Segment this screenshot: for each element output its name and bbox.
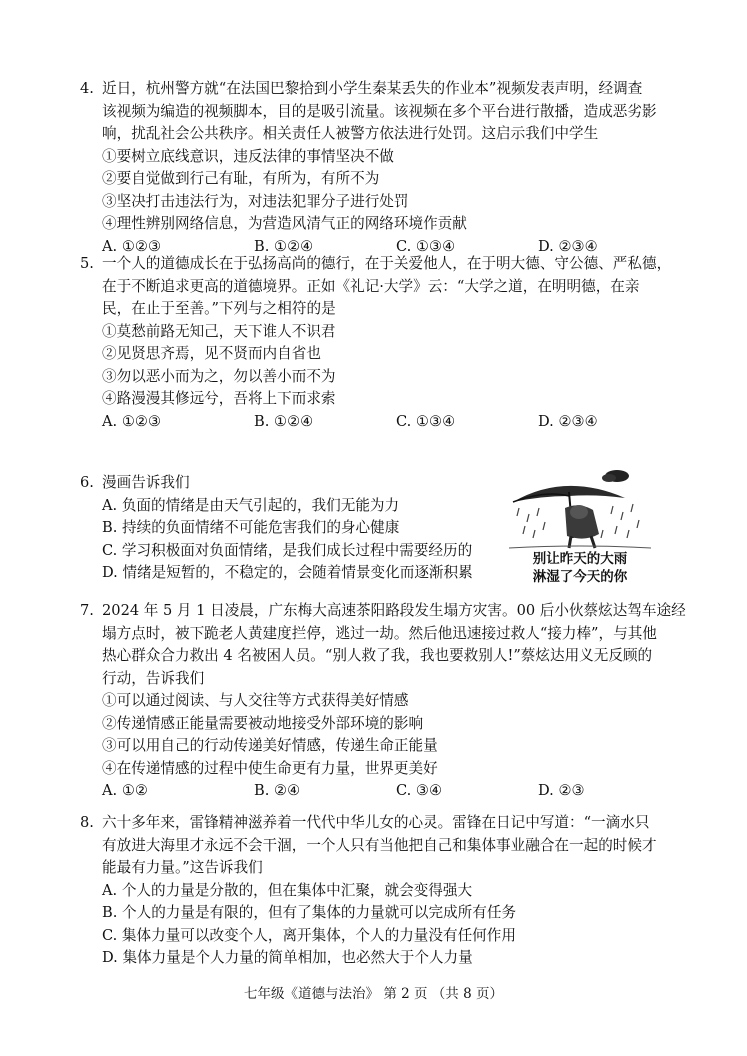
statement: ③坚决打击违法行为，对违法犯罪分子进行处罚	[102, 192, 409, 210]
question-number: 4.	[80, 80, 94, 97]
choice-a: A. ①②	[102, 782, 148, 799]
choice-c: C. ③④	[396, 782, 443, 799]
statement: ④路漫漫其修远兮，吾将上下而求索	[102, 390, 336, 407]
statement: ①要树立底线意识，违反法律的事情坚决不做	[102, 147, 394, 165]
choice-a: A. ①②③	[102, 237, 162, 255]
cartoon-caption-line-2: 淋湿了今天的你	[532, 569, 628, 585]
statement: ④在传递情感的过程中使生命更有力量，世界更美好	[102, 759, 438, 777]
page-footer: 七年级《道德与法治》 第 2 页 （共 8 页）	[244, 986, 503, 1002]
option: B. 持续的负面情绪不可能危害我们的身心健康	[102, 519, 400, 536]
question-4	[80, 78, 680, 258]
umbrella-rain-illustration	[505, 468, 655, 550]
option: D. 集体力量是个人力量的简单相加，也必然大于个人力量	[102, 949, 473, 966]
question-4-stem: 4. 近日，杭州警方就“在法国巴黎拾到小学生秦某丢失的作业本”视频发表声明，经调查 该视频为编造的视频脚本，目的是吸引流量。该视频在多个平台进行散播，造成恶劣影 响，扰乱社会公共秩序。相关责任人被警方依法进行处罚。这启示我们中学生	[80, 80, 657, 142]
statement: ③勿以恶小而为之，勿以善小而不为	[102, 367, 336, 385]
option: A. 负面的情绪是由天气引起的，我们无能为力	[102, 496, 400, 514]
choice-c: C. ①③④	[396, 412, 456, 430]
statement: ①莫愁前路无知己，天下谁人不识君	[102, 322, 336, 340]
question-7	[80, 600, 686, 803]
statement: ②传递情感正能量需要被动地接受外部环境的影响	[102, 714, 424, 732]
choice-d: D. ②③	[538, 782, 585, 799]
question-number: 6.	[80, 474, 94, 491]
option: D. 情绪是短暂的，不稳定的，会随着情景变化而逐渐积累	[102, 564, 473, 581]
choice-b: B. ①②④	[254, 237, 314, 255]
option: C. 学习积极面对负面情绪，是我们成长过程中需要经历的	[102, 541, 473, 559]
answer-choices	[102, 411, 680, 434]
statement: ①可以通过阅读、与人交往等方式获得美好情感	[102, 692, 409, 709]
statement: ④理性辨别网络信息，为营造风清气正的网络环境作贡献	[102, 215, 467, 232]
statement: ②见贤思齐焉，见不贤而内自省也	[102, 345, 321, 362]
option: A. 个人的力量是分散的，但在集体中汇聚，就会变得强大	[102, 881, 473, 899]
question-5-stem: 5. 一个人的道德成长在于弘扬高尚的德行，在于关爱他人，在于明大德、守公德、严私德， 在于不断追求更高的道德境界。正如《礼记·大学》云：“大学之道，在明明德，在亲 民，在止于至善。”下列与之相符的是	[80, 255, 672, 317]
question-8-stem: 8. 六十多年来，雷锋精神滋养着一代代中华儿女的心灵。雷锋在日记中写道：“一滴水只 有放进大海里才永远不会干涸，一个人只有当他把自己和集体事业融合在一起的时候才 能最有力量。”这告诉我们	[80, 814, 657, 876]
choice-c: C. ①③④	[396, 237, 456, 255]
option: B. 个人的力量是有限的，但有了集体的力量就可以完成所有任务	[102, 904, 517, 921]
question-6-stem: 6. 漫画告诉我们	[80, 472, 680, 495]
question-7-stem: 7. 2024 年 5 月 1 日凌晨，广东梅大高速茶阳路段发生塌方灾害。00 后小伙蔡炫达驾车途经 塌方点时，被下跪老人黄建度拦停，逃过一劫。然后他迅速接过救人“接力棒”，与其他 热心群众合力救出 4 名被困人员。“别人救了我，我也要救别人!”蔡炫达用义无反顾的 行动，告诉我们	[80, 602, 686, 687]
answer-choices	[102, 780, 680, 803]
rain-cartoon	[505, 468, 655, 586]
choice-d: D. ②③④	[538, 412, 598, 430]
statement: ②要自觉做到行己有耻，有所为，有所不为	[102, 170, 380, 187]
question-number: 8.	[80, 814, 94, 831]
question-8	[80, 812, 680, 970]
question-5	[80, 253, 680, 433]
question-number: 7.	[80, 602, 94, 619]
choice-d: D. ②③④	[538, 237, 598, 255]
option: C. 集体力量可以改变个人，离开集体，个人的力量没有任何作用	[102, 926, 516, 944]
choice-b: B. ②④	[254, 782, 301, 799]
choice-a: A. ①②③	[102, 412, 162, 430]
choice-b: B. ①②④	[254, 412, 314, 430]
cartoon-caption-line-1: 别让昨天的大雨	[532, 551, 628, 567]
statement: ③可以用自己的行动传递美好情感，传递生命正能量	[102, 737, 438, 754]
question-number: 5.	[80, 255, 94, 272]
